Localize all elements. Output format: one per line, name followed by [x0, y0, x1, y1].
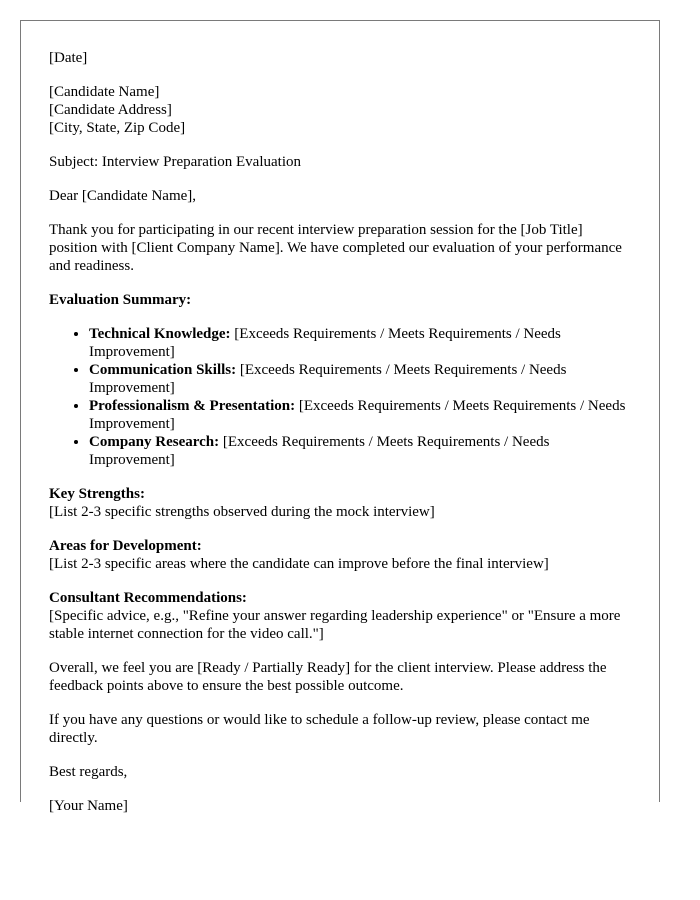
evaluation-item: [89, 325, 629, 361]
recipient-block: [49, 83, 629, 137]
evaluation-item-value: [Exceeds Requirements / Meets Requirements / Needs Improvement]: [89, 398, 626, 432]
date-line: [Date]: [49, 50, 88, 66]
recommendations-text: [Specific advice, e.g., "Refine your answer regarding leadership experience" or "Ensure a more stable internet connection for the video call."]: [49, 608, 621, 642]
evaluation-item-value: [Exceeds Requirements / Meets Requirements / Needs Improvement]: [89, 362, 567, 396]
recipient-address: [Candidate Address]: [49, 102, 172, 118]
evaluation-heading: Evaluation Summary:: [49, 292, 192, 308]
letter-body: [49, 49, 629, 831]
overall-paragraph: Overall, we feel you are [Ready / Partially Ready] for the client interview. Please address the feedback points above to ensure the best possible outcome.: [49, 660, 607, 694]
evaluation-list: [49, 325, 629, 469]
contact-paragraph: If you have any questions or would like to schedule a follow-up review, please contact me directly.: [49, 712, 590, 746]
strengths-text: [List 2-3 specific strengths observed during the mock interview]: [49, 504, 435, 520]
development-section: [49, 537, 629, 573]
closing-line: Best regards,: [49, 764, 128, 780]
recipient-name: [Candidate Name]: [49, 84, 160, 100]
evaluation-item: [89, 397, 629, 433]
evaluation-item: [89, 433, 629, 469]
evaluation-item-value: [Exceeds Requirements / Meets Requirements / Needs Improvement]: [89, 326, 561, 360]
evaluation-item-label: Communication Skills:: [89, 362, 237, 378]
development-text: [List 2-3 specific areas where the candidate can improve before the final interview]: [49, 556, 549, 572]
development-heading: Areas for Development:: [49, 538, 202, 554]
letter-page: [20, 20, 660, 814]
evaluation-item-label: Technical Knowledge:: [89, 326, 231, 342]
salutation: Dear [Candidate Name],: [49, 188, 197, 204]
signature-line: [Your Name]: [49, 798, 128, 814]
evaluation-item-label: Professionalism & Presentation:: [89, 398, 296, 414]
recipient-city: [City, State, Zip Code]: [49, 120, 186, 136]
strengths-heading: Key Strengths:: [49, 486, 145, 502]
evaluation-item-label: Company Research:: [89, 434, 220, 450]
strengths-section: [49, 485, 629, 521]
recommendations-section: [49, 589, 629, 643]
recommendations-heading: Consultant Recommendations:: [49, 590, 247, 606]
intro-paragraph: Thank you for participating in our recent interview preparation session for the [Job Title] position with [Client Company Name]. We have completed our evaluation of your performance and readiness.: [49, 222, 622, 274]
evaluation-item-value: [Exceeds Requirements / Meets Requirements / Needs Improvement]: [89, 434, 550, 468]
evaluation-item: [89, 361, 629, 397]
subject-line: Subject: Interview Preparation Evaluation: [49, 154, 302, 170]
